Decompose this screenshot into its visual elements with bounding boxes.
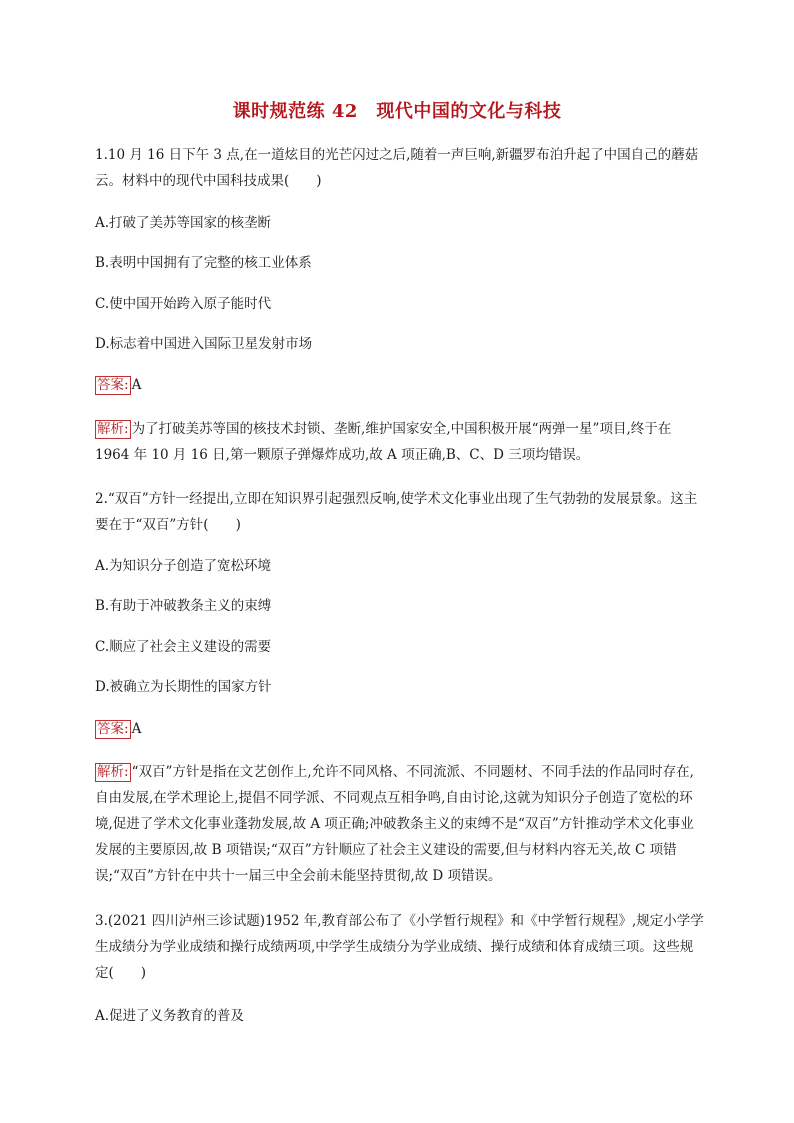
question-3-option-a: A.促进了义务教育的普及 bbox=[95, 1008, 245, 1024]
answer-value: A bbox=[131, 721, 142, 737]
page-title: 课时规范练 42 现代中国的文化与科技 bbox=[232, 101, 562, 122]
question-1-option-b: B.表明中国拥有了完整的核工业体系 bbox=[95, 255, 312, 271]
question-1-option-a: A.打破了美苏等国家的核垄断 bbox=[95, 215, 272, 231]
question-1-option-d: D.标志着中国进入国际卫星发射市场 bbox=[95, 336, 313, 352]
question-2-answer bbox=[95, 716, 705, 742]
question-2-option-a: A.为知识分子创造了宽松环境 bbox=[95, 558, 272, 574]
question-1-option-c: C.使中国开始跨入原子能时代 bbox=[95, 296, 272, 312]
answer-value: A bbox=[131, 377, 142, 393]
question-2-stem: 2.“双百”方针一经提出,立即在知识界引起强烈反响,使学术文化事业出现了生气勃勃的发展景象。这主要在于“双百”方针( ) bbox=[95, 491, 698, 533]
explanation-text: “双百”方针是指在文艺创作上,允许不同风格、不同流派、不同题材、不同手法的作品同时存在,自由发展,在学术理论上,提倡不同学派、不同观点互相争鸣,自由讨论,这就为知识分子创造了宽松的环境,促进了学术文化事业蓬勃发展,故 A 项正确;冲破教条主义的束缚不是“双百”方针推动学术文化事业发展的主要原因,故 B 项错误;“双百”方针顺应了社会主义建设的需要,但与材料内容无关,故 C 项错误;“双百”方针在中共十一届三中全会前未能坚持贯彻,故 D 项错误。 bbox=[95, 764, 694, 884]
explanation-label: 解析: bbox=[97, 764, 129, 780]
question-2-explanation bbox=[95, 759, 705, 889]
question-1-explanation bbox=[95, 416, 705, 468]
explanation-text: 为了打破美苏等国的核技术封锁、垄断,维护国家安全,中国积极开展“两弹一星”项目,终于在 1964 年 10 月 16 日,第一颗原子弹爆炸成功,故 A 项正确,B、C、D 三项均错误。 bbox=[95, 421, 672, 463]
question-2-option-c: C.顺应了社会主义建设的需要 bbox=[95, 639, 272, 655]
explanation-label: 解析: bbox=[97, 421, 129, 437]
question-1-stem: 1.10 月 16 日下午 3 点,在一道炫目的光芒闪过之后,随着一声巨响,新疆罗布泊升起了中国自己的蘑菇云。材料中的现代中国科技成果( ) bbox=[95, 147, 699, 189]
question-2-option-b: B.有助于冲破教条主义的束缚 bbox=[95, 598, 272, 614]
question-2-option-d: D.被确立为长期性的国家方针 bbox=[95, 679, 272, 695]
question-3-stem: 3.(2021 四川泸州三诊试题)1952 年,教育部公布了《小学暂行规程》和《中学暂行规程》,规定小学学生成绩分为学业成绩和操行成绩两项,中学学生成绩分为学业成绩、操行成绩和体育成绩三项。这些规定( ) bbox=[95, 913, 704, 981]
question-1-answer bbox=[95, 372, 705, 398]
answer-label: 答案: bbox=[97, 377, 129, 393]
answer-label: 答案: bbox=[97, 721, 129, 737]
